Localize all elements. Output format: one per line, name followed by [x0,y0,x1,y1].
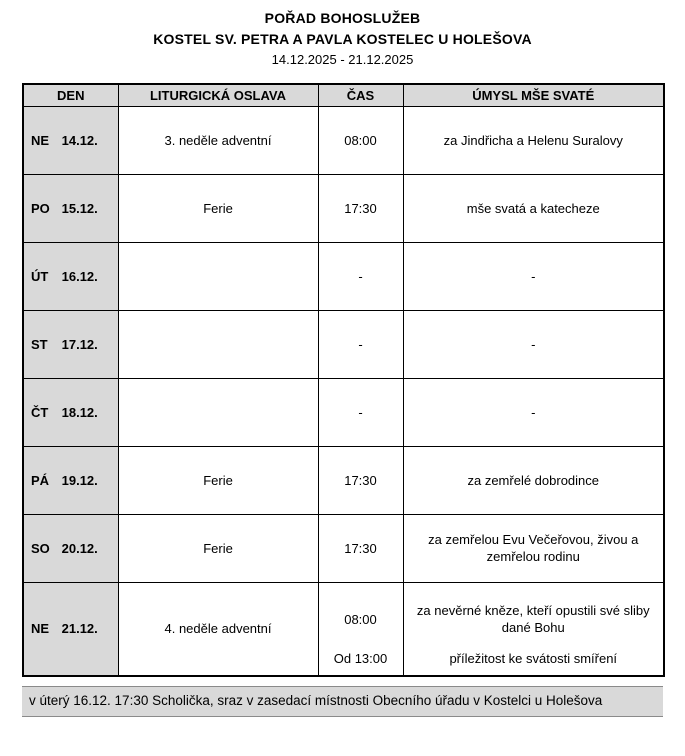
celebration-cell [118,378,318,446]
intention-cell: mše svatá a katecheze [403,174,664,242]
intention-secondary: příležitost ke svátosti smíření [449,650,618,666]
time-cell [318,582,403,676]
schedule-table [22,83,665,677]
table-row [23,174,664,242]
table-row [23,446,664,514]
table-header-row [23,84,664,106]
time-secondary: Od 13:00 [333,650,388,666]
day-date: 17.12. [61,336,98,352]
day-abbr: NE [31,621,50,637]
intention-cell: za zemřelou Evu Večeřovou, živou a zemřelou rodinu [403,514,664,582]
footer-note: v úterý 16.12. 17:30 Scholička, sraz v zasedací místnosti Obecního úřadu v Kostelci u Holešova [22,686,663,717]
table-row [23,582,664,676]
time-cell: - [318,310,403,378]
column-header-cas: ČAS [318,84,403,106]
time-cell: 17:30 [318,174,403,242]
day-abbr: NE [31,132,50,148]
day-abbr: PÁ [31,472,50,488]
column-header-umysl: ÚMYSL MŠE SVATÉ [403,84,664,106]
day-abbr: ÚT [31,268,49,284]
day-cell [23,514,118,582]
time-cell: 17:30 [318,514,403,582]
day-cell [23,106,118,174]
day-date: 18.12. [61,404,98,420]
day-abbr: SO [31,540,50,556]
day-date: 21.12. [61,621,98,637]
celebration-cell: Ferie [118,446,318,514]
day-date: 16.12. [61,268,98,284]
day-date: 14.12. [61,132,98,148]
table-row [23,242,664,310]
table-row [23,106,664,174]
intention-cell: - [403,378,664,446]
day-abbr: ČT [31,404,49,420]
intention-primary: za nevěrné kněze, kteří opustili své sliby dané Bohu [416,603,650,636]
table-row [23,514,664,582]
day-cell [23,378,118,446]
table-row [23,378,664,446]
celebration-cell: Ferie [118,514,318,582]
page-subtitle: KOSTEL SV. PETRA A PAVLA KOSTELEC U HOLEŠOVA [153,31,532,47]
day-cell [23,174,118,242]
day-date: 20.12. [61,540,98,556]
intention-cell [403,582,664,676]
celebration-cell: 3. neděle adventní [118,106,318,174]
time-primary: 08:00 [344,611,377,627]
day-cell [23,242,118,310]
celebration-cell: 4. neděle adventní [118,582,318,676]
intention-cell: - [403,310,664,378]
day-date: 15.12. [61,200,98,216]
celebration-cell [118,242,318,310]
time-cell: - [318,378,403,446]
day-cell [23,582,118,676]
intention-cell: - [403,242,664,310]
page-title: POŘAD BOHOSLUŽEB [264,10,421,26]
date-range: 14.12.2025 - 21.12.2025 [271,52,414,67]
day-date: 19.12. [61,472,98,488]
day-cell [23,310,118,378]
day-cell [23,446,118,514]
table-row [23,310,664,378]
time-cell: 08:00 [318,106,403,174]
day-abbr: PO [31,200,50,216]
column-header-liturgicka-oslava: LITURGICKÁ OSLAVA [118,84,318,106]
celebration-cell [118,310,318,378]
celebration-cell: Ferie [118,174,318,242]
time-cell: 17:30 [318,446,403,514]
day-abbr: ST [31,336,48,352]
intention-cell: za Jindřicha a Helenu Suralovy [403,106,664,174]
intention-cell: za zemřelé dobrodince [403,446,664,514]
time-cell: - [318,242,403,310]
document-header [22,8,663,70]
column-header-den: DEN [23,84,118,106]
